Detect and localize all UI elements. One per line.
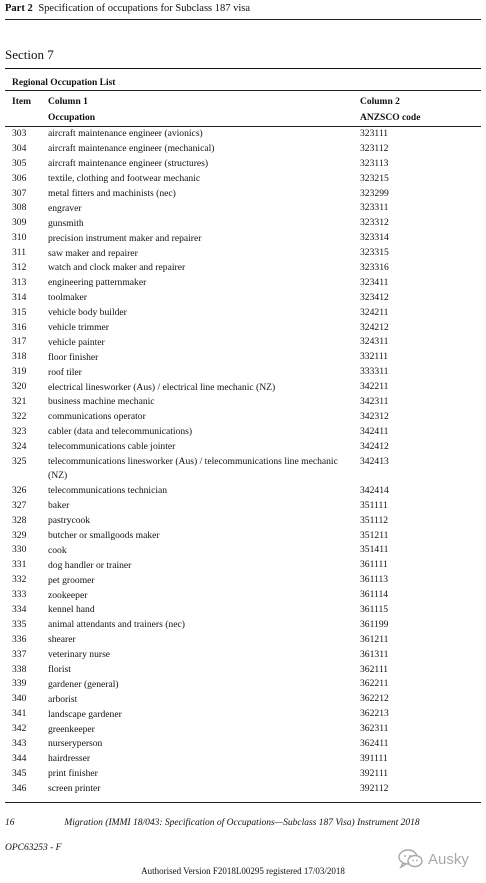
item-number: 328 [12,514,27,526]
item-number: 315 [12,306,27,318]
occupation-name: pet groomer [48,574,95,586]
table-row [0,321,486,336]
occupation-name: telecommunications cable jointer [48,441,176,453]
table-row [0,603,486,618]
item-number: 306 [12,172,27,184]
occupation-name: communications operator [48,411,146,423]
table-row [0,782,486,797]
item-number: 313 [12,276,27,288]
occupation-name: baker [48,500,70,512]
table-row [0,201,486,216]
anzsco-code: 361311 [360,648,389,660]
occupation-name: butcher or smallgoods maker [48,529,160,541]
table-row [0,499,486,514]
table-row [0,707,486,722]
table-row [0,335,486,350]
occupation-name: cook [48,544,67,556]
occupation-name: veterinary nurse [48,649,111,661]
occupation-name: metal fitters and machinists (nec) [48,187,176,199]
item-number: 325 [12,455,27,467]
table-row [0,648,486,663]
occupation-name: kennel hand [48,604,95,616]
item-number: 312 [12,262,27,274]
table-row [0,677,486,692]
item-number: 336 [12,633,27,645]
table-row [0,573,486,588]
occupation-name: gunsmith [48,217,84,229]
occupation-name: vehicle body builder [48,307,127,319]
item-number: 339 [12,678,27,690]
anzsco-code: 323112 [360,142,389,154]
anzsco-code: 342413 [360,455,389,467]
item-number: 337 [12,648,27,660]
item-number: 323 [12,425,27,437]
occupation-name: engineering patternmaker [48,277,147,289]
item-number: 327 [12,499,27,511]
anzsco-code: 361113 [360,574,389,586]
item-number: 304 [12,142,27,154]
anzsco-code: 391111 [360,752,388,764]
table-row [0,484,486,499]
page-header [5,2,250,15]
anzsco-code: 324311 [360,336,389,348]
table-row [0,692,486,707]
occupation-name: telecommunications technician [48,485,168,497]
anzsco-code: 392111 [360,767,389,779]
occupation-name: landscape gardener [48,708,122,720]
occupation-name: textile, clothing and footwear mechanic [48,173,201,185]
item-number: 338 [12,663,27,675]
occupation-name: roof tiler [48,366,82,378]
item-number: 303 [12,128,27,139]
item-number: 341 [12,708,27,720]
occupation-name: electrical linesworker (Aus) / electrical line mechanic (NZ) [48,381,276,393]
occupation-name: vehicle painter [48,336,105,348]
anzsco-code: 323215 [360,172,389,184]
table-row [0,380,486,395]
table-row [0,291,486,306]
column-header-col1: Column 1 [48,97,88,107]
part-title: Specification of occupations for Subclass 187 visa [38,3,251,14]
occupation-name: precision instrument maker and repairer [48,232,202,244]
table-row [0,127,486,142]
column-subheader-occupation: Occupation [48,113,95,123]
item-number: 307 [12,187,27,199]
table-row [0,529,486,544]
watermark-text: Ausky [428,850,469,868]
occupation-name: animal attendants and trainers (nec) [48,619,185,631]
caption-rule [5,90,481,91]
table-row [0,737,486,752]
column-subheader-anzsco: ANZSCO code [360,113,421,123]
occupation-name: aircraft maintenance engineer (avionics) [48,128,203,140]
item-number: 343 [12,738,27,750]
anzsco-code: 342412 [360,440,389,452]
occupation-name: shearer [48,634,76,646]
table-row [0,425,486,440]
table-row [0,231,486,246]
anzsco-code: 362311 [360,723,389,735]
watermark [398,849,469,869]
table-row [0,455,486,484]
occupation-name: dog handler or trainer [48,559,132,571]
authorised-version-note: Authorised Version F2018L00295 registered 17/03/2018 [141,866,345,876]
anzsco-code: 323299 [360,187,389,199]
anzsco-code: 361211 [360,633,389,645]
table-row [0,618,486,633]
item-number: 311 [12,247,27,259]
item-number: 322 [12,410,27,422]
item-number: 309 [12,217,27,229]
anzsco-code: 324212 [360,321,389,333]
item-number: 346 [12,782,27,794]
anzsco-code: 351112 [360,514,389,526]
anzsco-code: 342311 [360,396,389,408]
occupation-name: aircraft maintenance engineer (mechanical) [48,143,215,155]
item-number: 324 [12,440,27,452]
table-row [0,261,486,276]
column-header-col2: Column 2 [360,97,400,107]
anzsco-code: 333311 [360,366,389,378]
occupation-name: telecommunications linesworker (Aus) / telecommunications line mechanic (NZ) [48,455,338,482]
anzsco-code: 362411 [360,738,389,750]
occupation-name: nurseryperson [48,738,103,750]
item-number: 342 [12,723,27,735]
anzsco-code: 351411 [360,544,389,556]
item-number: 308 [12,202,27,214]
item-number: 314 [12,291,27,303]
item-number: 340 [12,693,27,705]
anzsco-code: 361114 [360,589,389,601]
anzsco-code: 361111 [360,559,388,571]
occupation-name: floor finisher [48,351,99,363]
anzsco-code: 362211 [360,678,389,690]
anzsco-code: 361115 [360,604,389,616]
anzsco-code: 323113 [360,157,389,169]
item-number: 321 [12,396,27,408]
anzsco-code: 323315 [360,247,389,259]
table-row [0,588,486,603]
table-row [0,157,486,172]
anzsco-code: 392112 [360,782,389,794]
anzsco-code: 323314 [360,232,389,244]
table-row [0,722,486,737]
item-number: 329 [12,529,27,541]
anzsco-code: 342414 [360,484,389,496]
table-row [0,172,486,187]
item-number: 345 [12,767,27,779]
table-row [0,306,486,321]
anzsco-code: 351111 [360,499,388,511]
column-header-item: Item [12,97,31,107]
item-number: 335 [12,618,27,630]
footer-doc-code: OPC63253 - F [5,843,62,853]
occupation-table-body [0,127,486,797]
occupation-name: screen printer [48,783,101,795]
table-row [0,187,486,202]
item-number: 305 [12,157,27,169]
table-row [0,543,486,558]
anzsco-code: 324211 [360,306,389,318]
table-row [0,246,486,261]
item-number: 319 [12,366,27,378]
table-row [0,767,486,782]
footer-doc-title: Migration (IMMI 18/043: Specification of Occupations—Subclass 187 Visa) Instrument 2018 [64,818,420,828]
footer-rule [5,802,481,803]
anzsco-code: 323311 [360,202,389,214]
table-row [0,365,486,380]
anzsco-code: 323111 [360,128,389,139]
table-row [0,350,486,365]
occupation-name: engraver [48,202,82,214]
table-caption: Regional Occupation List [12,78,116,88]
occupation-name: saw maker and repairer [48,247,138,259]
table-row [0,558,486,573]
item-number: 330 [12,544,27,556]
anzsco-code: 323411 [360,276,389,288]
item-number: 331 [12,559,27,571]
table-row [0,440,486,455]
item-number: 310 [12,232,27,244]
item-number: 334 [12,604,27,616]
page-number: 16 [5,818,15,828]
anzsco-code: 323412 [360,291,389,303]
anzsco-code: 342312 [360,410,389,422]
section-title: Section 7 [5,47,54,62]
anzsco-code: 362212 [360,693,389,705]
occupation-name: print finisher [48,768,98,780]
occupation-name: pastrycook [48,515,91,527]
table-row [0,142,486,157]
section-rule [5,68,481,69]
item-number: 320 [12,381,27,393]
wechat-icon [398,849,424,869]
anzsco-code: 342411 [360,425,389,437]
occupation-name: business machine mechanic [48,396,155,408]
occupation-name: toolmaker [48,292,87,304]
table-row [0,633,486,648]
table-row [0,395,486,410]
table-row [0,663,486,678]
occupation-name: watch and clock maker and repairer [48,262,186,274]
item-number: 333 [12,589,27,601]
item-number: 318 [12,351,27,363]
table-row [0,410,486,425]
item-number: 316 [12,321,27,333]
occupation-name: gardener (general) [48,678,119,690]
table-row [0,216,486,231]
part-label: Part 2 [5,3,33,14]
item-number: 326 [12,484,27,496]
anzsco-code: 323312 [360,217,389,229]
occupation-name: zookeeper [48,589,88,601]
occupation-name: aircraft maintenance engineer (structures) [48,158,209,170]
table-row [0,514,486,529]
table-row [0,752,486,767]
anzsco-code: 362213 [360,708,389,720]
anzsco-code: 351211 [360,529,389,541]
item-number: 344 [12,752,27,764]
occupation-name: vehicle trimmer [48,321,110,333]
anzsco-code: 362111 [360,663,389,675]
anzsco-code: 342211 [360,381,389,393]
header-rule [5,19,481,20]
anzsco-code: 361199 [360,618,389,630]
occupation-name: greenkeeper [48,723,95,735]
anzsco-code: 323316 [360,262,389,274]
occupation-name: hairdresser [48,753,91,765]
item-number: 332 [12,574,27,586]
table-row [0,276,486,291]
occupation-name: arborist [48,693,78,705]
anzsco-code: 332111 [360,351,389,363]
occupation-name: florist [48,663,71,675]
item-number: 317 [12,336,27,348]
occupation-name: cabler (data and telecommunications) [48,426,193,438]
